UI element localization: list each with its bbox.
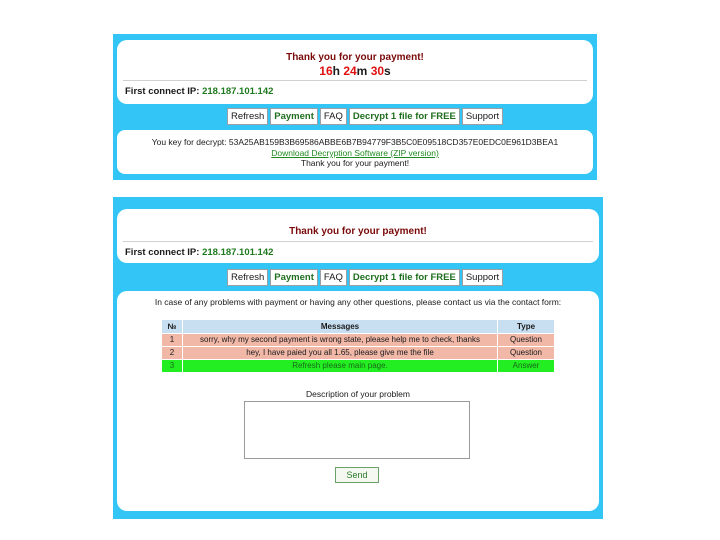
description-label: Description of your problem (306, 389, 410, 399)
timer-minutes: 24 (343, 64, 357, 78)
bottom-thanks-title: Thank you for your payment! (289, 226, 427, 237)
download-decryption-link[interactable]: Download Decryption Software (ZIP version) (271, 148, 439, 158)
bottom-nav-payment[interactable]: Payment (270, 269, 318, 286)
bottom-nav-support[interactable]: Support (462, 269, 503, 286)
row-type: Answer (498, 360, 555, 373)
bottom-nav-bar (227, 269, 503, 286)
messages-table (161, 319, 555, 373)
description-textarea[interactable] (244, 401, 470, 459)
top-footer-thanks: Thank you for your payment! (300, 158, 410, 168)
top-nav-decrypt-free[interactable]: Decrypt 1 file for FREE (349, 108, 460, 125)
table-row (162, 334, 555, 347)
table-row (162, 347, 555, 360)
decrypt-key-label: You key for decrypt: (151, 137, 227, 147)
col-type-header: Type (498, 320, 555, 334)
timer-h-unit: h (332, 64, 340, 78)
top-nav-payment[interactable]: Payment (270, 108, 318, 125)
top-nav-refresh[interactable]: Refresh (227, 108, 268, 125)
top-status-panel (117, 40, 593, 104)
row-type: Question (498, 334, 555, 347)
bottom-payment-window (113, 197, 603, 519)
row-number: 3 (162, 360, 183, 373)
table-row (162, 360, 555, 373)
contact-intro-text: In case of any problems with payment or having any other questions, please contact us via the contact form: (154, 297, 562, 307)
timer-hours: 16 (319, 64, 333, 78)
top-nav-bar (227, 108, 503, 125)
bottom-nav-refresh[interactable]: Refresh (227, 269, 268, 286)
top-ip-row (125, 86, 273, 97)
decrypt-key-line (117, 137, 593, 147)
bottom-ip-value: 218.187.101.142 (202, 247, 274, 258)
row-message: hey, I have paied you all 1.65, please give me the file (183, 347, 498, 360)
countdown-timer (117, 64, 593, 78)
row-type: Question (498, 347, 555, 360)
send-button[interactable]: Send (335, 467, 379, 483)
bottom-status-panel (117, 209, 599, 263)
bottom-nav-decrypt-free[interactable]: Decrypt 1 file for FREE (349, 269, 460, 286)
timer-seconds: 30 (370, 64, 385, 78)
top-key-panel (117, 130, 593, 174)
bottom-divider (123, 241, 593, 242)
row-number: 2 (162, 347, 183, 360)
bottom-ip-label: First connect IP: (125, 247, 200, 258)
timer-m-unit: m (356, 64, 368, 78)
contact-panel (117, 291, 599, 511)
timer-s-unit: s (384, 64, 391, 78)
row-message: Refresh please main page. (183, 360, 498, 373)
bottom-ip-row (125, 247, 273, 258)
messages-header-row (162, 320, 555, 334)
bottom-nav-faq[interactable]: FAQ (320, 269, 347, 286)
top-ip-value: 218.187.101.142 (202, 86, 274, 97)
top-thanks-title: Thank you for your payment! (286, 52, 424, 63)
col-messages-header: Messages (183, 320, 498, 334)
top-ip-label: First connect IP: (125, 86, 200, 97)
row-number: 1 (162, 334, 183, 347)
top-nav-support[interactable]: Support (462, 108, 503, 125)
top-nav-faq[interactable]: FAQ (320, 108, 347, 125)
col-number-header: № (162, 320, 183, 334)
decrypt-key-value: 53A25AB159B3B69586ABBE6B7B94779F3B5C0E09518CD357E0EDC0E961D3BEA1 (228, 137, 559, 147)
row-message: sorry, why my second payment is wrong state, please help me to check, thanks (183, 334, 498, 347)
top-payment-window (113, 34, 597, 180)
top-divider (123, 80, 587, 81)
